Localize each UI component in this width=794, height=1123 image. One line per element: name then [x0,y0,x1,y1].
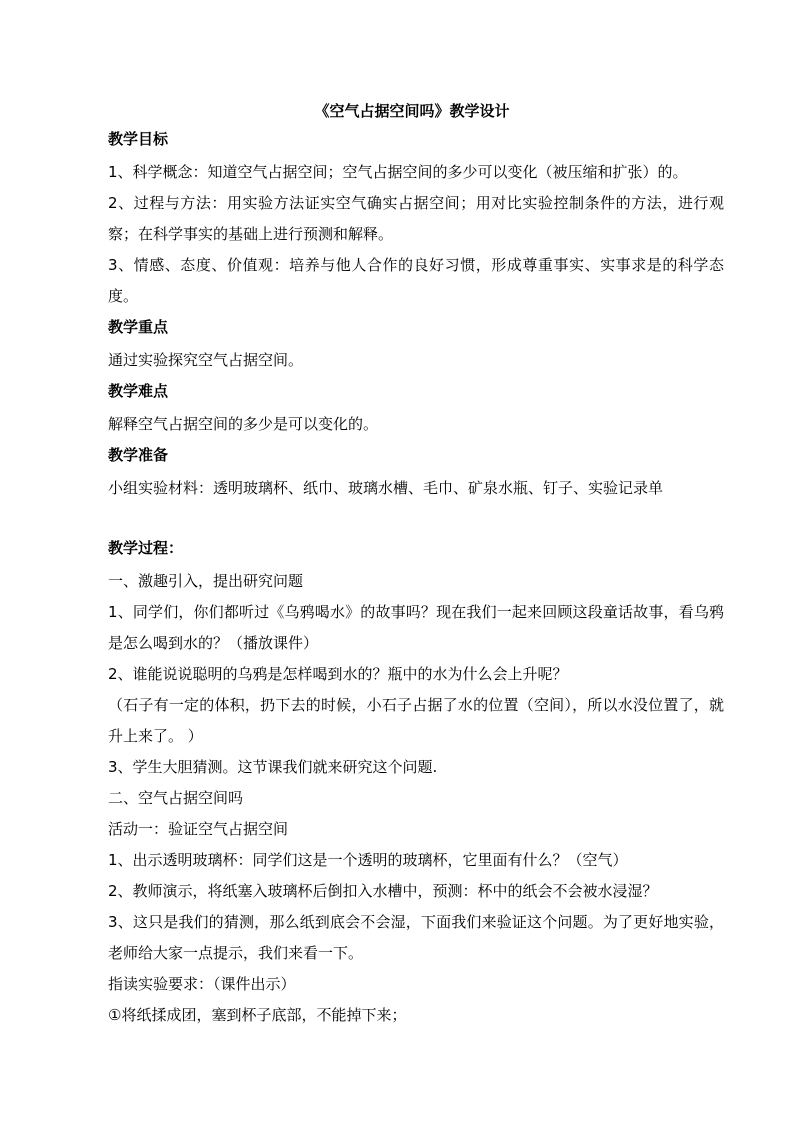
objective-item-1: 1、科学概念：知道空气占据空间；空气占据空间的多少可以变化（被压缩和扩张）的。 [108,163,688,181]
process-paragraph: 指读实验要求：（课件出示） [108,975,296,993]
process-paragraph: ①将纸揉成团，塞到杯子底部，不能掉下来； [108,1006,407,1024]
objective-item-2: 2、过程与方法：用实验方法证实空气确实占据空间；用对比实验控制条件的方法，进行观察；在科学事实的基础上进行预测和解释。 [108,194,724,243]
process-paragraph: 一、激趣引入，提出研究问题 [108,572,304,590]
difficulty-heading: 教学难点 [108,382,169,400]
preparation-text: 小组实验材料：透明玻璃杯、纸巾、玻璃水槽、毛巾、矿泉水瓶、钉子、实验记录单 [108,479,664,497]
process-paragraph: 活动一：验证空气占据空间 [108,820,289,838]
process-heading: 教学过程： [108,539,184,557]
section-spacer [108,504,724,533]
difficulty-text: 解释空气占据空间的多少是可以变化的。 [108,415,379,433]
objectives-heading: 教学目标 [108,130,169,148]
document-title: 《空气占据空间吗》教学设计 [314,102,510,120]
process-paragraph: 1、同学们，你们都听过《乌鸦喝水》的故事吗？现在我们一起来回顾这段童话故事，看乌鸦是怎么喝到水的？（播放课件） [108,603,724,652]
process-paragraph: 2、教师演示，将纸塞入玻璃杯后倒扣入水槽中，预测：杯中的纸会不会被水浸湿？ [108,882,658,900]
key-point-heading: 教学重点 [108,318,169,336]
process-paragraph: 1、出示透明玻璃杯：同学们这是一个透明的玻璃杯，它里面有什么？（空气） [108,851,628,869]
preparation-heading: 教学准备 [108,446,169,464]
process-paragraph: 3、学生大胆猜测。这节课我们就来研究这个问题. [108,758,438,776]
process-paragraph: 3、这只是我们的猜测，那么纸到底会不会湿，下面我们来验证这个问题。为了更好地实验，老师给大家一点提示，我们来看一下。 [108,913,724,962]
process-paragraph: 2、谁能说说聪明的乌鸦是怎样喝到水的？瓶中的水为什么会上升呢？ [108,665,568,683]
key-point-text: 通过实验探究空气占据空间。 [108,351,304,369]
process-paragraph: （石子有一定的体积，扔下去的时候，小石子占据了水的位置（空间），所以水没位置了，就升上来了。 ） [108,696,724,745]
process-paragraph: 二、空气占据空间吗 [108,789,244,807]
objective-item-3: 3、情感、态度、价值观：培养与他人合作的良好习惯，形成尊重事实、实事求是的科学态度。 [108,256,724,305]
